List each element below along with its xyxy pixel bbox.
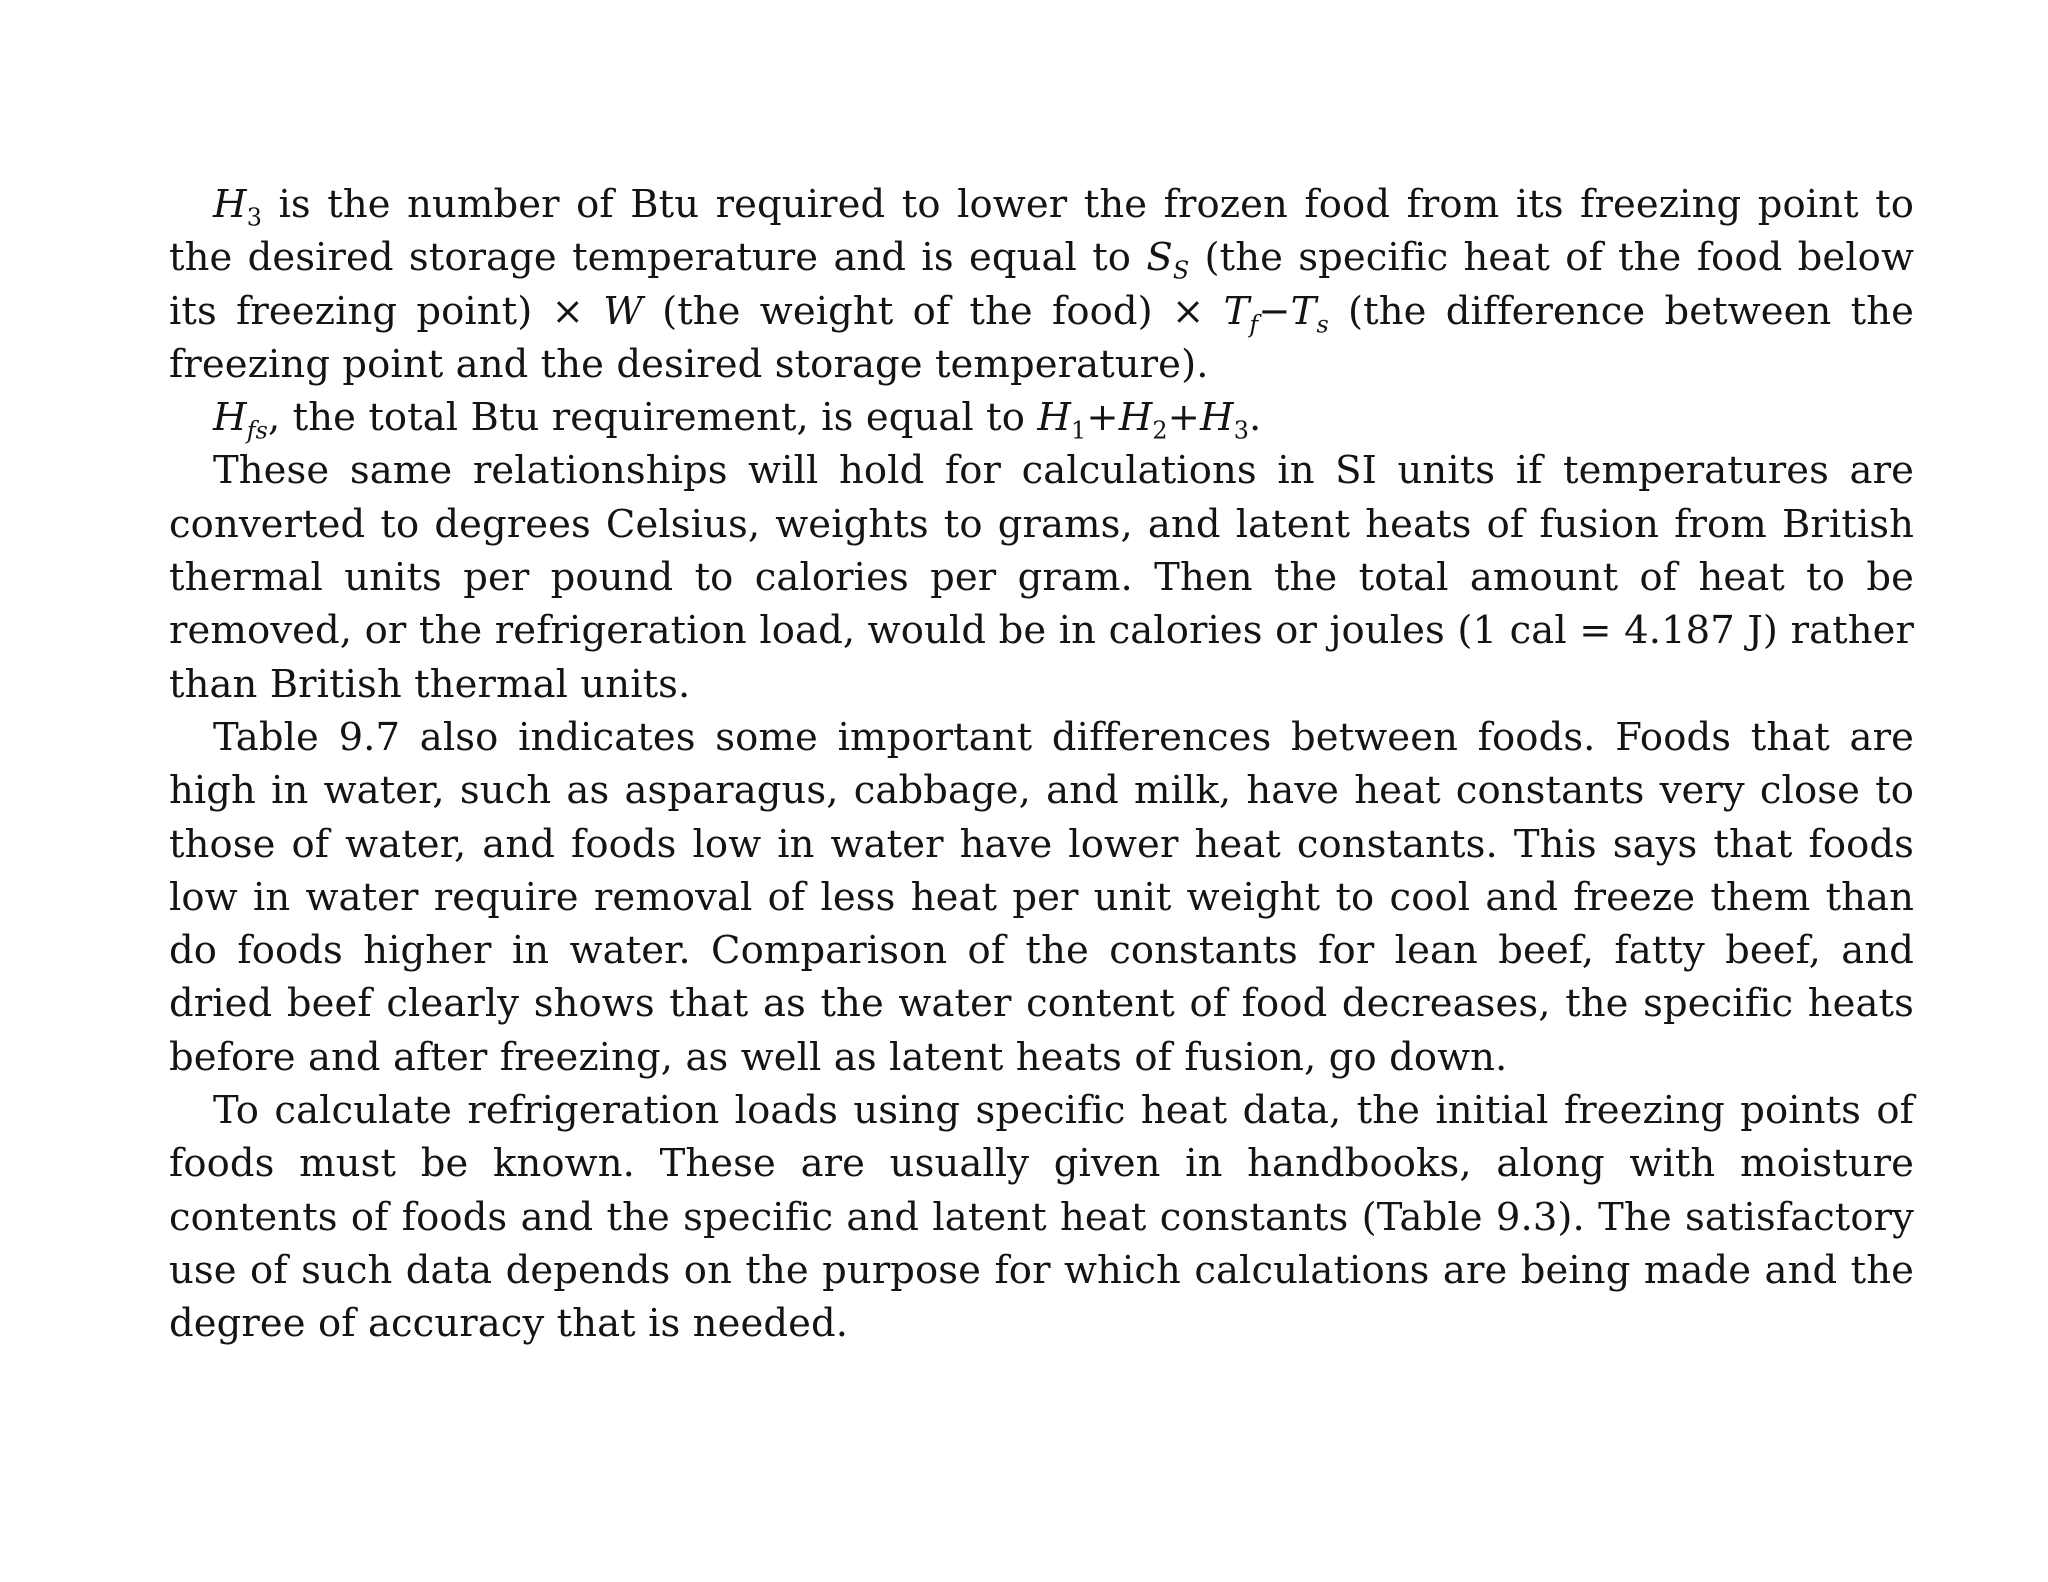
paragraph-si-units: These same relationships will hold for calculations in SI units if temperatures are converted to degrees Celsius, weights to grams, and latent heats of fusion from British thermal units per pound to calories per gram. Then the total amount of heat to be removed, or the refrigeration load, would be in calories or joules (1 cal = 4.187 J) rather than British thermal units.	[169, 448, 1914, 707]
document-page	[169, 178, 1914, 1351]
paragraph-h3-definition: $H_3$ is the number of Btu required to lower the frozen food from its freezing point to the desired storage temperature and is equal to $S_S$ (the specific heat of the food below its freezing point) × W (the weight of the food) × $T_f-T_s$ (the difference between the freezing point and the desired storage temperature).	[169, 182, 1915, 387]
paragraph-table-differences: Table 9.7 also indicates some important differences between foods. Foods that are high in water, such as asparagus, cabbage, and milk, have heat constants very close to those of water, and foods low in water have lower heat constants. This says that foods low in water require removal of less heat per unit weight to cool and freeze them than do foods higher in water. Comparison of the constants for lean beef, fatty beef, and dried beef clearly shows that as the water content of food decreases, the specific heats before and after freezing, as well as latent heats of fusion, go down.	[169, 714, 1914, 1080]
paragraph-refrigeration-loads: To calculate refrigeration loads using specific heat data, the initial freezing points of foods must be known. These are usually given in handbooks, along with moisture contents of foods and the specific and latent heat constants (Table 9.3). The satisfactory use of such data depends on the purpose for which calculations are being made and the degree of accuracy that is needed.	[169, 1088, 1914, 1347]
paragraph-total-btu: $H_{fs}$, the total Btu requirement, is equal to $H_1+H_2+H_3$.	[213, 395, 1262, 445]
